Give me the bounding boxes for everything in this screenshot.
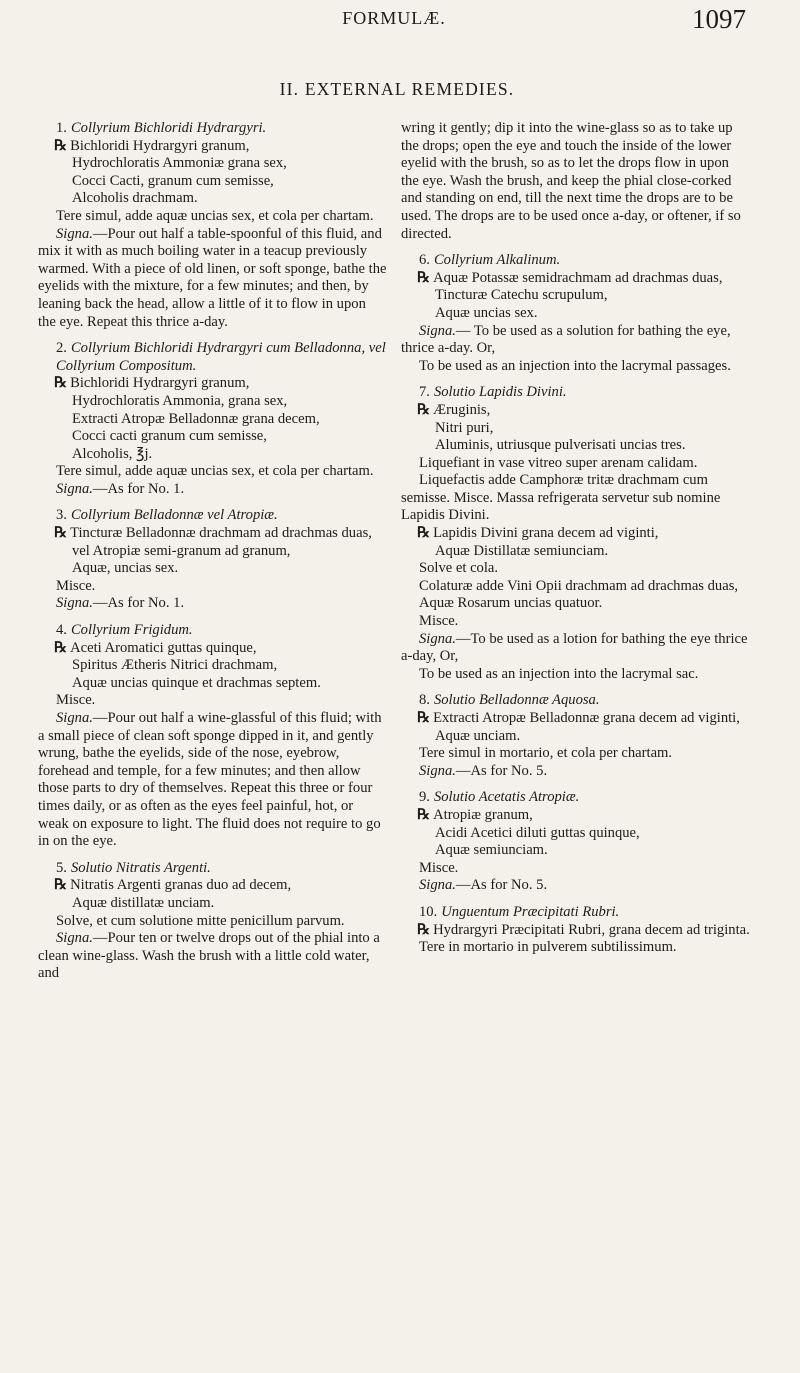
signa-label: Signa. [419, 762, 456, 779]
continued-paragraph: wring it gently; dip it into the wine-glass so as to take up the drops; open the eye and touch the inside of the lower eyelid with the brush, so as to let the drops flow in upon the eye. Wash the brush, and keep the phial close-corked and standing on end, till the next time the drops are to be used. The drops are to be used once a-day, or oftener, if so directed. [401, 120, 741, 242]
rx-symbol-icon: ℞ [54, 375, 68, 392]
formula-title [401, 904, 750, 922]
ingredient-line: Aquæ uncias quinque et drachmas septem. [72, 674, 321, 691]
formula-number: 5. [56, 859, 67, 876]
formula-entry [38, 340, 387, 498]
ingredient-line: Cocci Cacti, granum cum semisse, [72, 172, 274, 189]
ingredient-line: Aquæ distillatæ unciam. [72, 894, 215, 911]
rx-symbol-icon: ℞ [417, 710, 431, 726]
formula-number: 7. [419, 384, 430, 401]
formula-title [38, 340, 387, 375]
formula-title [401, 789, 750, 807]
formula-name: Collyrium Bichloridi Hydrargyri. [70, 120, 267, 136]
formula-entry [401, 692, 750, 780]
signa-instruction [38, 226, 387, 332]
formula-title [38, 507, 387, 525]
misce-line: Misce. [56, 692, 96, 709]
ingredient-text: Aquæ Potassæ semidrachmam ad drachmas duas, [433, 269, 723, 286]
instruction-paragraph: Liquefiant in vase vitreo super arenam calidam. [419, 454, 698, 471]
ingredient-text: Atropiæ granum, [433, 806, 533, 823]
ingredient-line: Aquæ semiunciam. [435, 842, 548, 859]
signa-label: Signa. [56, 930, 93, 947]
misce-line: Misce. [419, 613, 459, 630]
instruction-paragraph: Tere in mortario in pulverem subtilissimum. [419, 939, 677, 956]
formula-number: 2. [56, 340, 67, 357]
formula-name: Solutio Lapidis Divini. [433, 384, 567, 401]
formula-entry [38, 622, 387, 851]
formula-entry [401, 789, 750, 895]
signa-text: —Pour out half a table-spoonful of this fluid, and mix it with as much boiling water in a teacup previously warmed. With a piece of old linen, or soft sponge, bathe the eyelids with the mixture, for a few minutes; and then, by leaning back the head, allow a little of it to flow in upon the eye. Repeat this thrice a-day. [38, 225, 387, 330]
ingredient-line: Aluminis, utriusque pulverisati uncias tres. [435, 437, 686, 454]
rx-symbol-icon: ℞ [54, 639, 68, 656]
formula-number: 9. [419, 789, 430, 806]
prescription-line [417, 402, 750, 420]
prescription-line [417, 525, 750, 543]
rx-symbol-icon: ℞ [54, 525, 68, 542]
signa-label: Signa. [56, 480, 93, 497]
instruction-paragraph: Aquæ Rosarum uncias quatuor. [419, 595, 603, 612]
signa-label: Signa. [56, 595, 93, 612]
formula-number: 1. [56, 120, 67, 136]
instruction-paragraph: Solve, et cum solutione mitte penicillum parvum. [56, 912, 345, 929]
prescription-line [54, 877, 387, 895]
instruction-paragraph: To be used as an injection into the lacrymal sac. [419, 665, 699, 682]
signa-instruction [38, 481, 387, 499]
ingredient-text: Nitratis Argenti granas duo ad decem, [70, 877, 292, 894]
page-number: 1097 [692, 4, 746, 34]
ingredient-text: Extracti Atropæ Belladonnæ grana decem ad viginti, [433, 710, 740, 726]
signa-text: —As for No. 1. [92, 480, 185, 497]
signa-text: —As for No. 5. [455, 877, 548, 894]
formula-title [401, 384, 750, 402]
signa-text: — To be used as a solution for bathing the eye, thrice a-day. Or, [401, 322, 731, 357]
instruction-paragraph: Liquefactis adde Camphoræ tritæ drachmam cum semisse. Misce. Massa refrigerata servetur sub nomine Lapidis Divini. [401, 472, 721, 524]
instruction-paragraph: Tere simul, adde aquæ uncias sex, et cola per chartam. [56, 463, 374, 480]
formula-entry [38, 860, 387, 983]
ingredient-text: Tincturæ Belladonnæ drachmam ad drachmas duas, vel Atropiæ semi-granum ad granum, [70, 525, 372, 559]
instruction-paragraph: Tere simul in mortario, et cola per chartam. [419, 745, 673, 762]
formula-entry [401, 384, 750, 683]
signa-instruction [401, 631, 750, 666]
signa-instruction [401, 323, 750, 358]
ingredient-line: Aquæ uncias sex. [435, 304, 538, 321]
running-title: FORMULÆ. [342, 8, 446, 28]
rx-symbol-icon: ℞ [417, 269, 431, 286]
formula-name: Collyrium Bichloridi Hydrargyri cum Belladonna, vel Collyrium Compositum. [56, 340, 386, 374]
formula-title [38, 860, 387, 878]
rx-symbol-icon: ℞ [417, 921, 431, 938]
signa-instruction [38, 930, 387, 983]
formula-number: 10. [419, 903, 438, 920]
rx-symbol-icon: ℞ [417, 401, 431, 418]
signa-text: —Pour ten or twelve drops out of the phial into a clean wine-glass. Wash the brush with a little cold water, and [38, 930, 380, 982]
formula-name: Unguentum Præcipitati Rubri. [441, 903, 620, 920]
signa-label: Signa. [419, 877, 456, 894]
left-column [38, 120, 387, 992]
signa-text: —As for No. 1. [92, 595, 185, 612]
ingredient-line: Acidi Acetici diluti guttas quinque, [435, 824, 640, 841]
formula-entry [401, 252, 750, 375]
ingredient-line: Spiritus Ætheris Nitrici drachmam, [72, 657, 278, 674]
prescription-line [417, 922, 750, 940]
formula-name: Collyrium Alkalinum. [433, 252, 561, 269]
formula-entry [401, 904, 750, 957]
signa-label: Signa. [56, 225, 93, 242]
misce-line: Misce. [56, 577, 96, 594]
formula-entry [38, 120, 387, 331]
prescription-line [54, 375, 387, 393]
ingredient-line: Hydrochloratis Ammoniæ grana sex, [72, 155, 287, 172]
prescription-line [417, 807, 750, 825]
signa-label: Signa. [419, 630, 456, 647]
instruction-paragraph: Tere simul, adde aquæ uncias sex, et cola per chartam. [56, 207, 374, 224]
ingredient-text: Bichloridi Hydrargyri granum, [70, 137, 250, 154]
formula-entry [38, 507, 387, 613]
rx-symbol-icon: ℞ [54, 137, 68, 154]
signa-text: —Pour out half a wine-glassful of this fluid; with a small piece of clean soft sponge dipped in it, and gently wrung, bathe the eyelids, side of the nose, eyebrow, forehead and temple, for a few minutes; and then allow those parts to dry of themselves. Repeat this three or four times daily, or as often as the eyes feel painful, hot, or weak on exposure to light. The fluid does not require to go in on the eye. [38, 710, 382, 850]
ingredient-text: Æruginis, [433, 401, 491, 418]
ingredient-line: Cocci cacti granum cum semisse, [72, 428, 267, 445]
signa-instruction [38, 595, 387, 613]
formula-title [38, 120, 387, 138]
formula-number: 8. [419, 692, 430, 709]
signa-label: Signa. [419, 322, 456, 339]
signa-instruction [401, 763, 750, 781]
ingredient-text: Lapidis Divini grana decem ad viginti, [433, 525, 659, 542]
ingredient-line: Tincturæ Catechu scrupulum, [435, 287, 608, 304]
formula-number: 3. [56, 507, 67, 524]
text-columns [38, 120, 750, 992]
instruction-paragraph: Colaturæ adde Vini Opii drachmam ad drachmas duas, [419, 577, 739, 594]
signa-label: Signa. [56, 710, 93, 726]
formula-name: Solutio Acetatis Atropiæ. [433, 789, 580, 806]
formula-title [38, 622, 387, 640]
ingredient-line: Alcoholis, ℥j. [72, 445, 153, 462]
formula-entry [401, 120, 750, 243]
ingredient-line: Hydrochloratis Ammonia, grana sex, [72, 392, 288, 409]
prescription-line [417, 710, 750, 728]
signa-text: —To be used as a lotion for bathing the eye thrice a-day, Or, [401, 630, 748, 665]
formula-number: 4. [56, 622, 67, 639]
signa-instruction [401, 877, 750, 895]
instruction-paragraph: To be used as an injection into the lacrymal passages. [419, 357, 731, 374]
formula-name: Collyrium Frigidum. [70, 622, 193, 639]
prescription-line [54, 138, 387, 156]
formula-title [401, 692, 750, 710]
prescription-line [54, 525, 387, 560]
misce-line: Misce. [419, 859, 459, 876]
ingredient-text: Hydrargyri Præcipitati Rubri, grana decem ad triginta. [433, 921, 750, 938]
formula-name: Solutio Nitratis Argenti. [70, 859, 211, 876]
rx-symbol-icon: ℞ [54, 877, 68, 894]
instruction-paragraph: Solve et cola. [419, 560, 499, 577]
formula-name: Collyrium Belladonnæ vel Atropiæ. [70, 507, 278, 524]
ingredient-line: Alcoholis drachmam. [72, 190, 198, 207]
rx-symbol-icon: ℞ [417, 806, 431, 823]
prescription-line [417, 270, 750, 288]
rx-symbol-icon: ℞ [417, 525, 431, 542]
formula-name: Solutio Belladonnæ Aquosa. [433, 692, 600, 709]
ingredient-line: Nitri puri, [435, 419, 494, 436]
ingredient-text: Aceti Aromatici guttas quinque, [70, 639, 257, 656]
ingredient-line: Aquæ, uncias sex. [72, 560, 179, 577]
ingredient-line: Extracti Atropæ Belladonnæ grana decem, [72, 410, 320, 427]
signa-instruction [38, 710, 387, 851]
signa-text: —As for No. 5. [455, 762, 548, 779]
formula-number: 6. [419, 252, 430, 269]
section-heading: II. EXTERNAL REMEDIES. [279, 79, 515, 99]
formula-title [401, 252, 750, 270]
ingredient-line: Aquæ unciam. [435, 727, 521, 744]
prescription-line [54, 640, 387, 658]
running-head [38, 0, 750, 50]
right-column [401, 120, 750, 992]
ingredient-text: Bichloridi Hydrargyri granum, [70, 375, 250, 392]
ingredient-line: Aquæ Distillatæ semiunciam. [435, 542, 609, 559]
